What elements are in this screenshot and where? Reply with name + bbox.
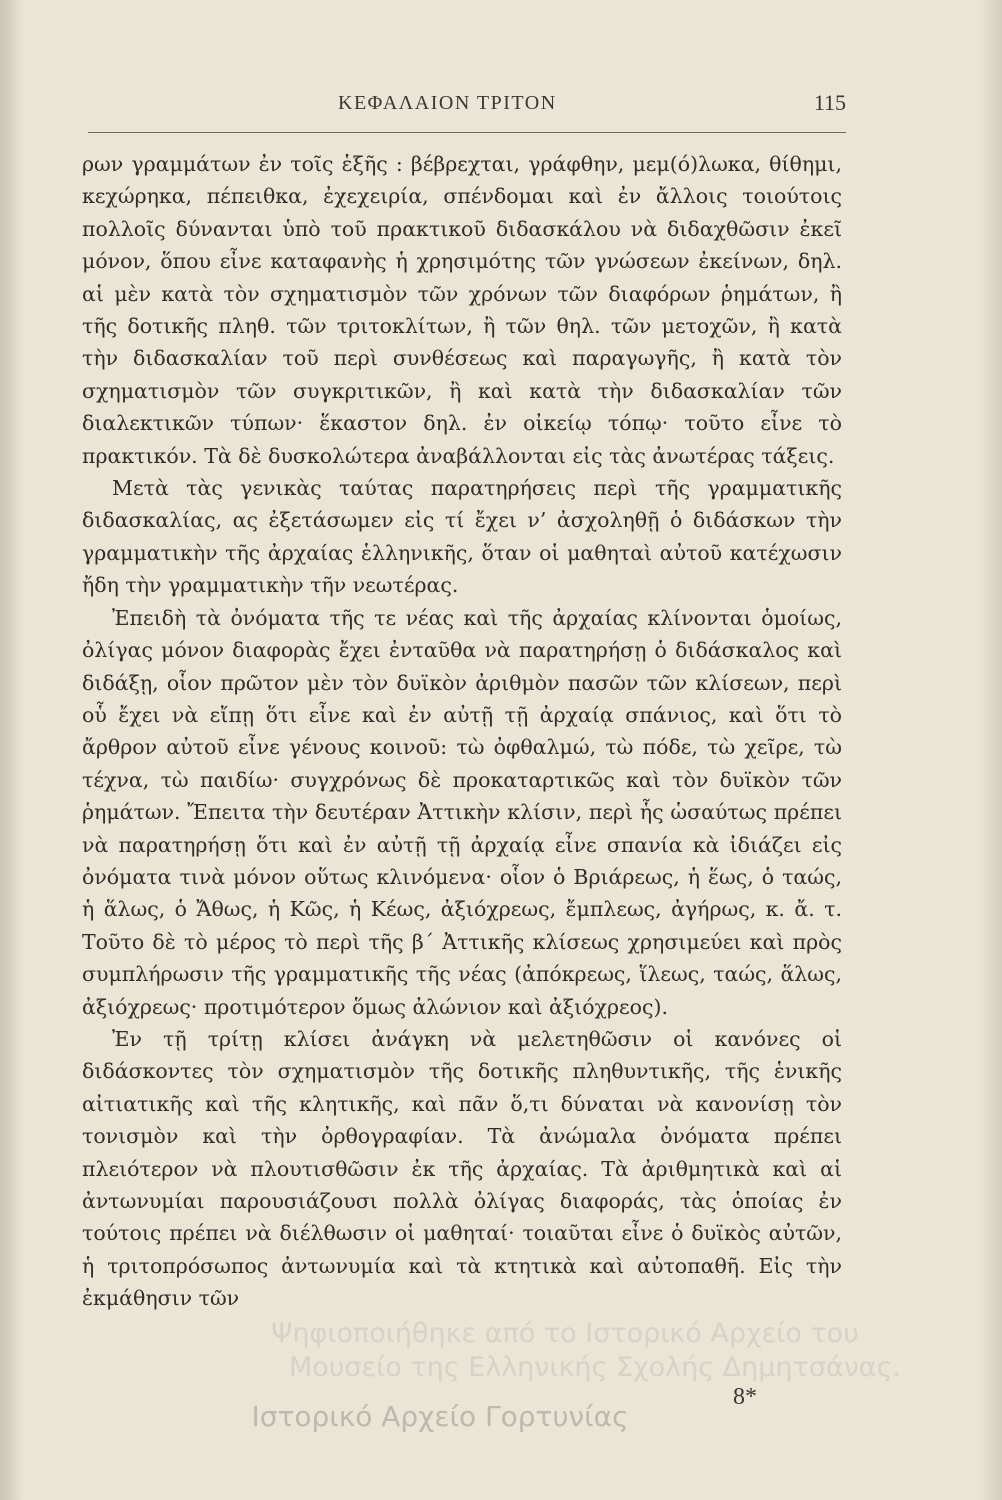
watermark-line-2: Μουσείο της Ελληνικής Σχολής Δημητσάνας. bbox=[288, 1352, 902, 1383]
watermark-line-3: Ιστορικό Αρχείο Γορτυνίας bbox=[251, 1400, 629, 1433]
paragraph-1: ρων γραμμάτων ἐν τοῖς ἑξῆς : βέβρεχται, γράφθην, μεμ(ό)λωκα, θίθημι, κεχώρηκα, πέπειθκα, ἐχεχειρία, σπένδομαι καὶ ἐν ἄλλοις τοιούτοις πολλοῖς δύνανται ὑπὸ τοῦ πρακτικοῦ διδασκάλου νὰ διδαχθῶσιν ἐκεῖ μόνον, ὅπου εἶνε καταφανὴς ἡ χρησιμότης τῶν γνώσεων ἐκείνων, δηλ. αἱ μὲν κατὰ τὸν σχηματισμὸν τῶν χρόνων τῶν διαφόρων ῥημάτων, ἢ τῆς δοτικῆς πληθ. τῶν τριτοκλίτων, ἢ τῶν θηλ. τῶν μετοχῶν, ἢ κατὰ τὴν διδασκαλίαν τοῦ περὶ συνθέσεως καὶ παραγωγῆς, ἢ κατὰ τὸν σχηματισμὸν τῶν συγκριτικῶν, ἢ καὶ κατὰ τὴν διδασκαλίαν τῶν διαλεκτικῶν τύπων· ἕκαστον δηλ. ἐν οἰκείῳ τόπῳ· τοῦτο εἶνε τὸ πρακτικόν. Τὰ δὲ δυσκολώτερα ἀναβάλλονται εἰς τὰς ἀνωτέρας τάξεις. bbox=[82, 152, 842, 468]
printer-signature-mark: 8* bbox=[733, 1384, 757, 1410]
paragraph-2: Μετὰ τὰς γενικὰς ταύτας παρατηρήσεις περὶ τῆς γραμματικῆς διδασκαλίας, ας ἐξετάσωμεν εἰς τί ἔχει ν’ ἀσχοληθῇ ὁ διδάσκων τὴν γραμματικὴν τῆς ἀρχαίας ἑλληνικῆς, ὅταν οἱ μαθηταὶ αὐτοῦ κατέχωσιν ἤδη τὴν γραμματικὴν τῆν νεωτέρας. bbox=[82, 476, 842, 598]
left-page-edge-shadow bbox=[0, 0, 24, 1500]
running-head bbox=[88, 92, 846, 133]
page-number: 115 bbox=[813, 90, 846, 115]
paragraph-4: Ἐν τῇ τρίτῃ κλίσει ἀνάγκη νὰ μελετηθῶσιν οἱ κανόνες οἱ διδάσκοντες τὸν σχηματισμὸν τῆς δοτικῆς πληθυντικῆς, τῆς ἑνικῆς αἰτιατικῆς καὶ τῆς κλητικῆς, καὶ πᾶν ὅ,τι δύναται νὰ κανονίσῃ τὸν τονισμὸν καὶ τὴν ὀρθογραφίαν. Τὰ ἀνώμαλα ὀνόματα πρέπει πλειότερον νὰ πλουτισθῶσιν ἐκ τῆς ἀρχαίας. Τὰ ἀριθμητικὰ καὶ αἱ ἀντωνυμίαι παρουσιάζουσι πολλὰ ὀλίγας διαφοράς, τὰς ὁποίας ἐν τούτοις πρέπει νὰ διέλθωσιν οἱ μαθηταί· τοιαῦται εἶνε ὁ δυϊκὸς αὐτῶν, ἡ τριτοπρόσωπος ἀντωνυμία καὶ τὰ κτητικὰ καὶ αὐτοπαθῆ. Εἰς τὴν ἐκμάθησιν τῶν bbox=[82, 1026, 842, 1311]
paragraph-3: Ἐπειδὴ τὰ ὀνόματα τῆς τε νέας καὶ τῆς ἀρχαίας κλίνονται ὁμοίως, ὀλίγας μόνον διαφορὰς ἔχει ἐνταῦθα νὰ παρατηρήσῃ ὁ διδάσκαλος καὶ διδάξῃ, οἷον πρῶτον μὲν τὸν δυϊκὸν ἀριθμὸν πασῶν τῶν κλίσεων, περὶ οὗ ἔχει νὰ εἴπῃ ὅτι εἶνε καὶ ἐν αὐτῇ τῇ ἀρχαίᾳ σπάνιος, καὶ ὅτι τὸ ἄρθρον αὐτοῦ εἶνε γένους κοινοῦ: τὼ ὀφθαλμώ, τὼ πόδε, τὼ χεῖρε, τὼ τέχνα, τὼ παιδίω· συγχρόνως δὲ προκαταρτικῶς καὶ τὸν δυϊκὸν τῶν ῥημάτων. Ἔπειτα τὴν δευτέραν Ἀττικὴν κλίσιν, περὶ ἧς ὡσαύτως πρέπει νὰ παρατηρήσῃ ὅτι καὶ ἐν αὐτῇ τῇ ἀρχαίᾳ εἶνε σπανία κὰ ἰδιάζει εἰς ὀνόματα τινὰ μόνον οὕτως κλινόμενα· οἷον ὁ Βριάρεως, ἡ ἕως, ὁ ταώς, ἡ ἅλως, ὁ Ἄθως, ἡ Κῶς, ἡ Κέως, ἀξιόχρεως, ἔμπλεως, ἀγήρως, κ. ἄ. τ. Τοῦτο δὲ τὸ μέρος τὸ περὶ τῆς β΄ Ἀττικῆς κλίσεως χρησιμεύει καὶ πρὸς συμπλήρωσιν τῆς γραμματικῆς τῆς νέας (ἀπόκρεως, ἵλεως, ταώς, ἅλως, ἀξιόχρεως· προτιμότερον ὅμως ἀλώνιον καὶ ἀξιόχρεος). bbox=[82, 605, 842, 1019]
chapter-title: ΚΕΦΑΛΑΙΟΝ ΤΡΙΤΟΝ bbox=[338, 92, 557, 114]
watermark-line-1: Ψηφιοποιήθηκε από το Ιστορικό Αρχείο του bbox=[271, 1318, 859, 1349]
right-page-edge-shadow bbox=[978, 0, 1002, 1500]
body-text bbox=[82, 148, 842, 1315]
